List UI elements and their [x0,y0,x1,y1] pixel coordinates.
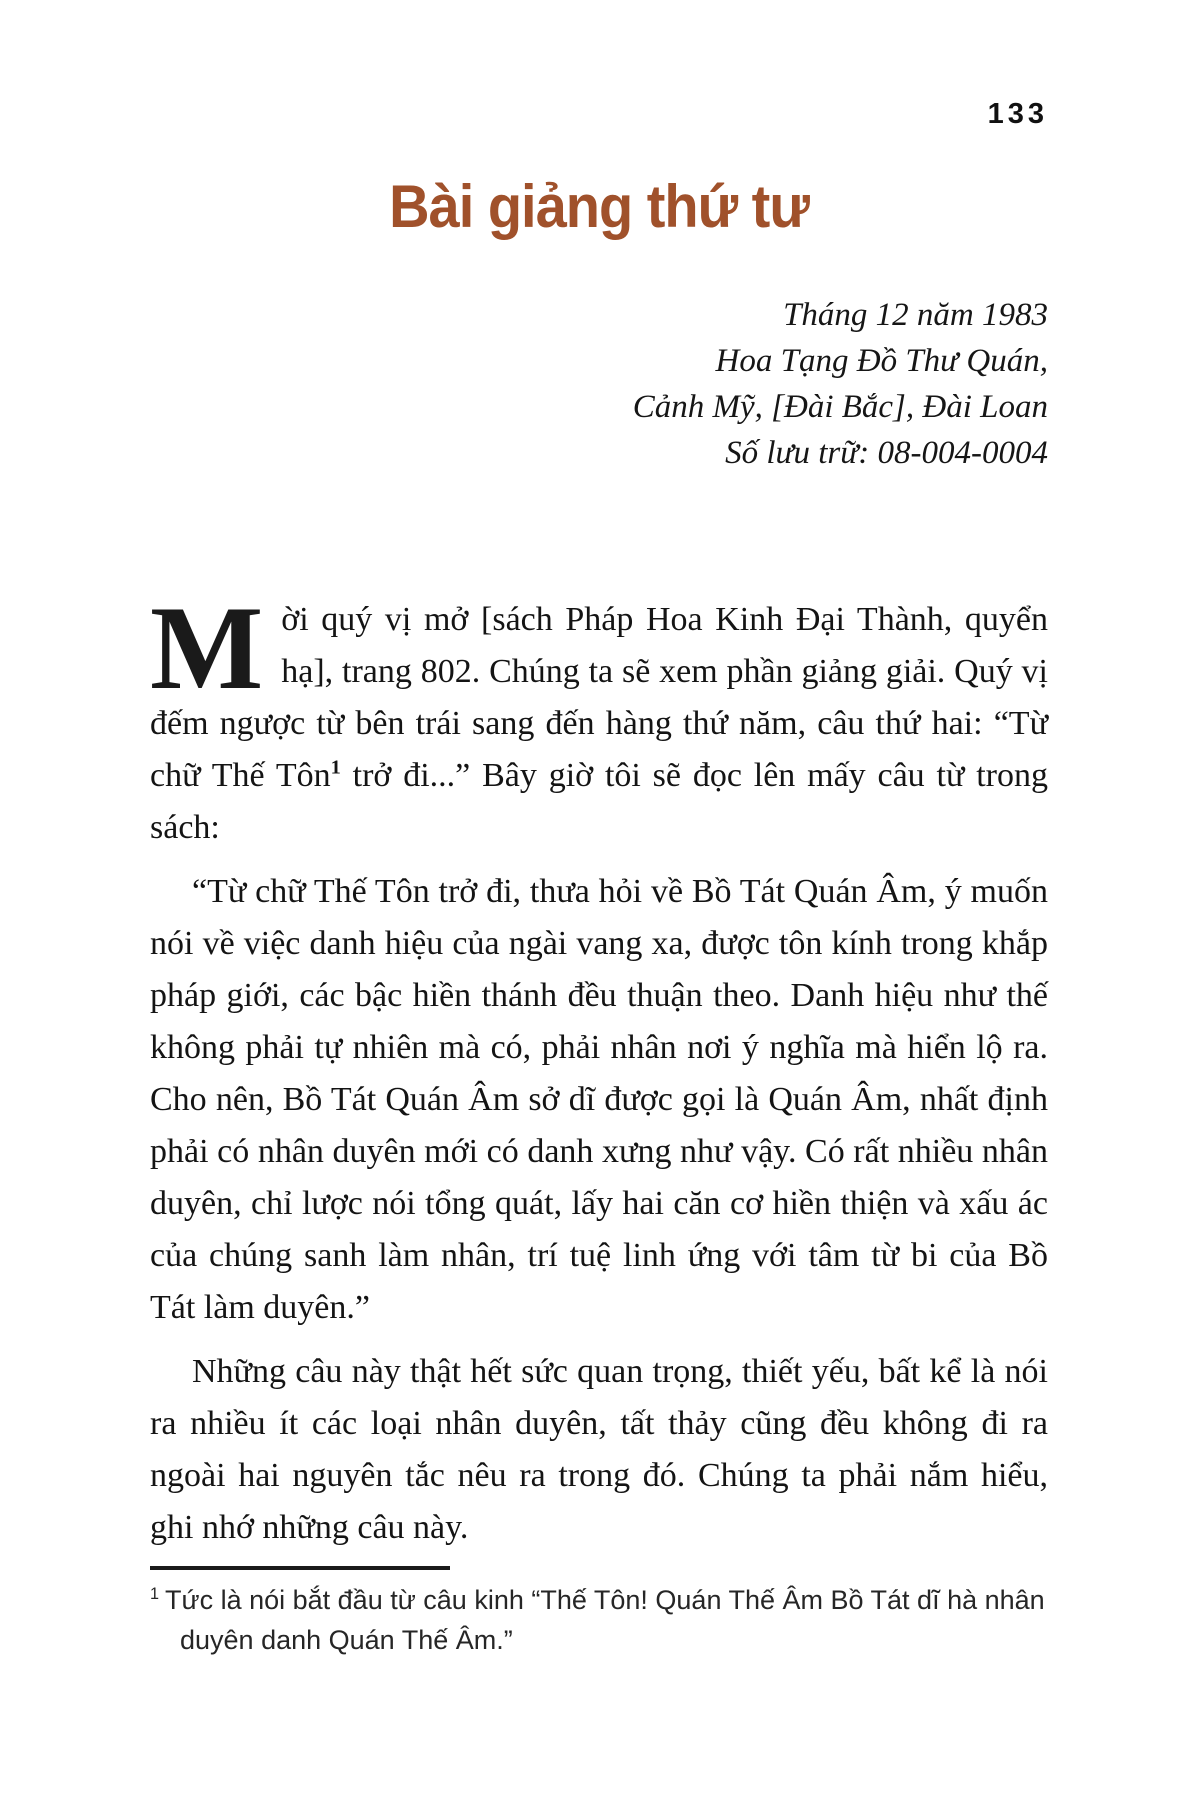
page-number: 133 [987,98,1048,130]
footnote-reference: 1 [330,756,341,779]
footnote-marker: 1 [150,1585,160,1603]
meta-archive-number: Số lưu trữ: 08-004-0004 [725,435,1048,471]
body-text [150,581,1048,1554]
chapter-title: Bài giảng thứ tư [389,172,809,241]
dropcap-letter: M [150,581,264,714]
footnote-area [150,1566,1048,1660]
closing-paragraph: Những câu này thật hết sức quan trọng, thiết yếu, bất kể là nói ra nhiều ít các loại nhân duyên, tất thảy cũng đều không đi ra ngoài hai nguyên tắc nêu ra trong đó. Chúng ta phải nắm hiểu, ghi nhớ những câu này. [150,1353,1048,1546]
lecture-meta [150,292,1048,476]
opening-paragraph [150,581,1048,854]
footnote-separator [150,1566,450,1570]
meta-location: Cảnh Mỹ, [Đài Bắc], Đài Loan [632,389,1048,425]
opening-paragraph-text: ời quý vị mở [sách Pháp Hoa Kinh Đại Thành, quyển hạ], trang 802. Chúng ta sẽ xem phần giảng giải. Quý vị đếm ngược từ bên trái sang đến hàng thứ năm, câu thứ hai: “Từ chữ Thế Tôn [150,601,1048,794]
footnote-text: Tức là nói bắt đầu từ câu kinh “Thế Tôn! Quán Thế Âm Bồ Tát dĩ hà nhân duyên danh Quán Thế Âm.” [165,1585,1045,1655]
opening-paragraph-text-continued: trở đi...” Bây giờ tôi sẽ đọc lên mấy câu từ trong sách: [150,757,1048,846]
meta-date: Tháng 12 năm 1983 [783,297,1048,333]
meta-venue: Hoa Tạng Đồ Thư Quán, [715,343,1048,379]
quote-paragraph: “Từ chữ Thế Tôn trở đi, thưa hỏi về Bồ Tát Quán Âm, ý muốn nói về việc danh hiệu của ngài vang xa, được tôn kính trong khắp pháp giới, các bậc hiền thánh đều thuận theo. Danh hiệu như thế không phải tự nhiên mà có, phải nhân nơi ý nghĩa mà hiển lộ ra. Cho nên, Bồ Tát Quán Âm sở dĩ được gọi là Quán Âm, nhất định phải có nhân duyên mới có danh xưng như vậy. Có rất nhiều nhân duyên, chỉ lược nói tổng quát, lấy hai căn cơ hiền thiện và xấu ác của chúng sanh làm nhân, trí tuệ linh ứng với tâm từ bi của Bồ Tát làm duyên.” [150,873,1048,1326]
footnote [150,1580,1048,1660]
